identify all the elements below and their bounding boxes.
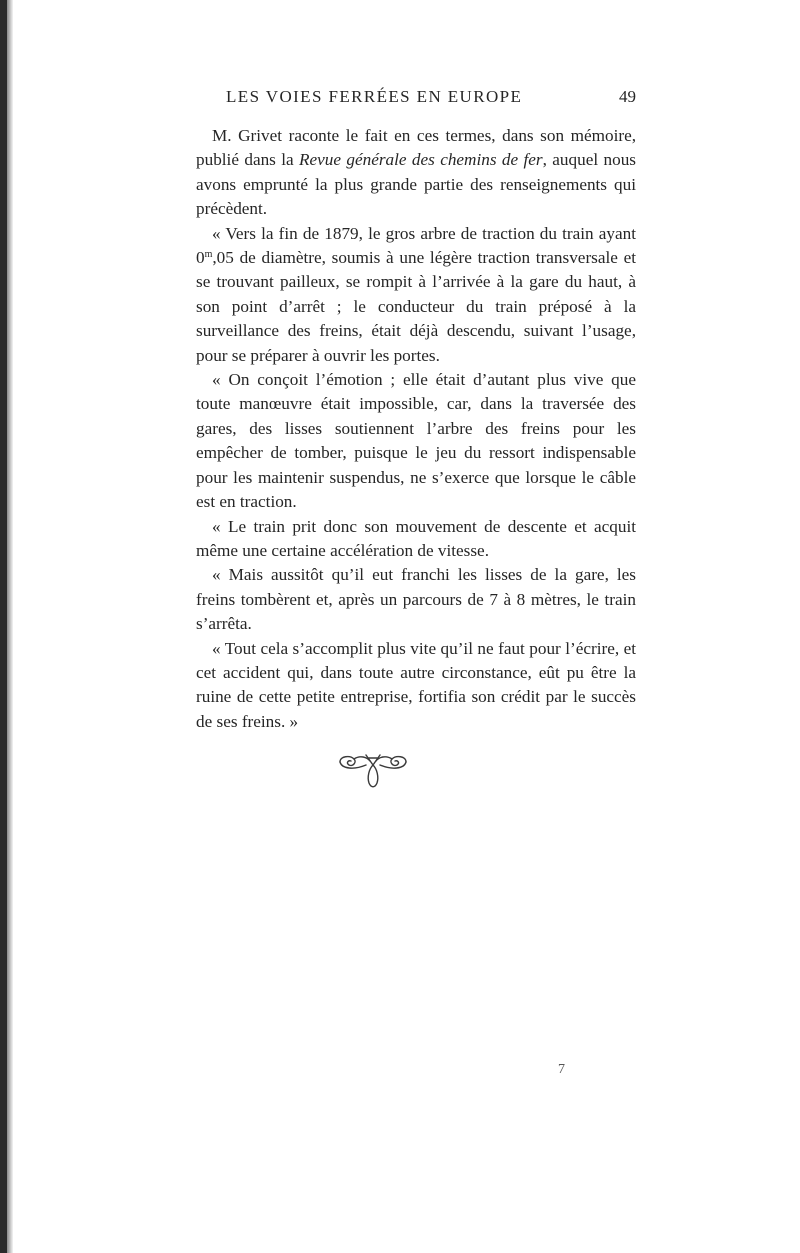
tailpiece-ornament-icon [336,752,410,790]
paragraph-2 [196,222,636,368]
page-header [196,87,636,111]
paragraph-2-lead: « Vers la fin de 1879, le gros arbre de traction du train ayant 0 [196,223,636,268]
paragraph-2-tail: ,05 de diamètre, soumis à une légère traction transversale et se trouvant pailleux, se rompit à l’arrivée à la gare du haut, à son point d’arrêt ; le conducteur du train préposé à la surveillance des freins, était déjà descendu, suivant l’usage, pour se préparer à ouvrir les portes. [196,248,636,365]
page-number: 49 [619,87,636,106]
paragraph-3: « On conçoit l’émotion ; elle était d’autant plus vive que toute manœuvre était impossible, car, dans la traversée des gares, des lisses soutiennent l’arbre des freins pour les empêcher de tomber, puisque le jeu du ressort indispensable pour les maintenir suspendus, ne s’exerce que lorsque le câble est en traction. [196,370,636,512]
binding-shadow [7,0,13,1253]
signature-mark: 7 [558,1062,565,1077]
unit-superscript: m [204,249,213,261]
paragraph-5: « Mais aussitôt qu’il eut franchi les lisses de la gare, les freins tombèrent et, après un parcours de 7 à 8 mètres, le train s’arrêta. [196,565,636,634]
paragraph-1-tail: , auquel nous avons emprunté la plus grande partie des renseignements qui précèdent. [196,150,636,219]
body-text [196,124,636,734]
binding-edge [0,0,7,1253]
paragraph-1-lead: M. Grivet raconte le fait en ces termes, dans son mémoire, publié dans la [196,126,636,170]
running-title: LES VOIES FERRÉES EN EUROPE [226,87,523,106]
journal-title: Revue générale des chemins de fer [299,150,543,170]
paragraph-1 [196,124,636,222]
paragraph-6: « Tout cela s’accomplit plus vite qu’il ne faut pour l’écrire, et cet accident qui, dans toute autre circonstance, eût pu être la ruine de cette petite entreprise, fortifia son crédit par le succès de ses freins. » [196,638,636,731]
paragraph-4: « Le train prit donc son mouvement de descente et acquit même une certaine accélération de vitesse. [196,516,636,560]
